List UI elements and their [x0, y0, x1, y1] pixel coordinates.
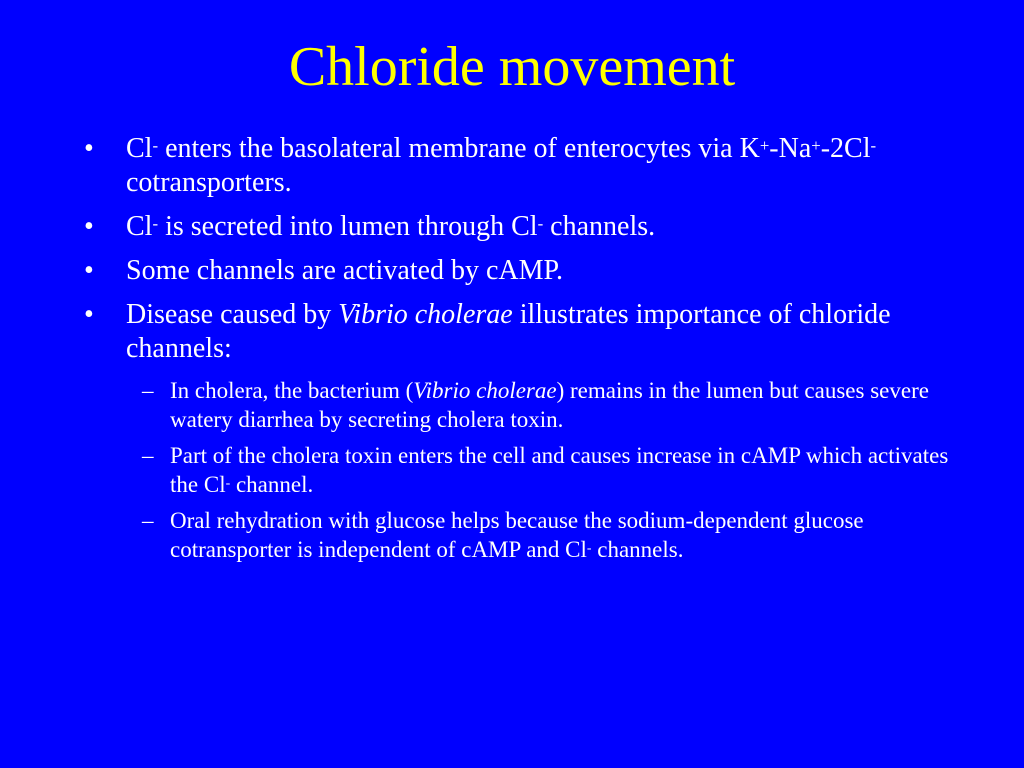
bullet-text: Some channels are activated by cAMP.	[126, 255, 563, 286]
bullet-text: cotransporters.	[126, 167, 292, 198]
sub-bullet-text: ) remains in the lumen but causes severe watery diarrhea by secreting cholera toxin.	[170, 378, 929, 432]
bullet-marker: •	[84, 133, 94, 164]
bullet-text: enters the basolateral membrane of enterocytes via K	[158, 133, 760, 164]
sub-bullet-cholera-lumen	[84, 376, 964, 434]
bullet-chloride-entry	[84, 132, 964, 200]
sub-bullet-marker: –	[142, 378, 154, 403]
bullet-text: -2Cl	[820, 133, 871, 164]
italic-species-name: Vibrio cholerae	[338, 299, 513, 330]
bullet-text: -Na	[769, 133, 812, 164]
sub-bullet-list	[84, 376, 964, 564]
slide-title: Chloride movement	[288, 36, 736, 98]
superscript: -	[152, 136, 159, 156]
slide-body	[84, 132, 964, 571]
sub-bullet-marker: –	[142, 508, 154, 533]
bullet-text: channels.	[543, 211, 656, 242]
sub-bullet-text: channel.	[230, 472, 314, 497]
bullet-chloride-secretion	[84, 210, 964, 244]
bullet-text: is secreted into lumen through Cl	[158, 211, 538, 242]
bullet-marker: •	[84, 299, 94, 330]
bullet-text: Disease caused by	[126, 299, 339, 330]
superscript: -	[225, 475, 231, 491]
superscript: -	[152, 214, 159, 234]
sub-bullet-toxin-camp	[84, 441, 964, 499]
sub-bullet-text: Oral rehydration with glucose helps because the sodium-dependent glucose cotransporter is independent of cAMP and Cl	[170, 508, 864, 562]
bullet-marker: •	[84, 255, 94, 286]
bullet-text: illustrates importance of chloride channels:	[126, 299, 891, 364]
superscript: -	[537, 214, 544, 234]
bullet-text: Cl	[126, 211, 153, 242]
bullet-text: Cl	[126, 133, 153, 164]
superscript: -	[870, 136, 877, 156]
sub-bullet-oral-rehydration	[84, 506, 964, 564]
bullet-vibrio-cholerae	[84, 298, 964, 366]
sub-bullet-text: channels.	[591, 537, 684, 562]
sub-bullet-text: In cholera, the bacterium (	[170, 378, 414, 403]
sub-bullet-marker: –	[142, 443, 154, 468]
sub-bullet-text: Part of the cholera toxin enters the cell and causes increase in cAMP which activates the Cl	[170, 443, 949, 497]
bullet-camp-activation	[84, 254, 964, 288]
superscript: +	[811, 136, 821, 156]
bullet-marker: •	[84, 211, 94, 242]
italic-species-name: Vibrio cholerae	[413, 378, 557, 403]
superscript: -	[586, 540, 592, 556]
superscript: +	[759, 136, 770, 156]
